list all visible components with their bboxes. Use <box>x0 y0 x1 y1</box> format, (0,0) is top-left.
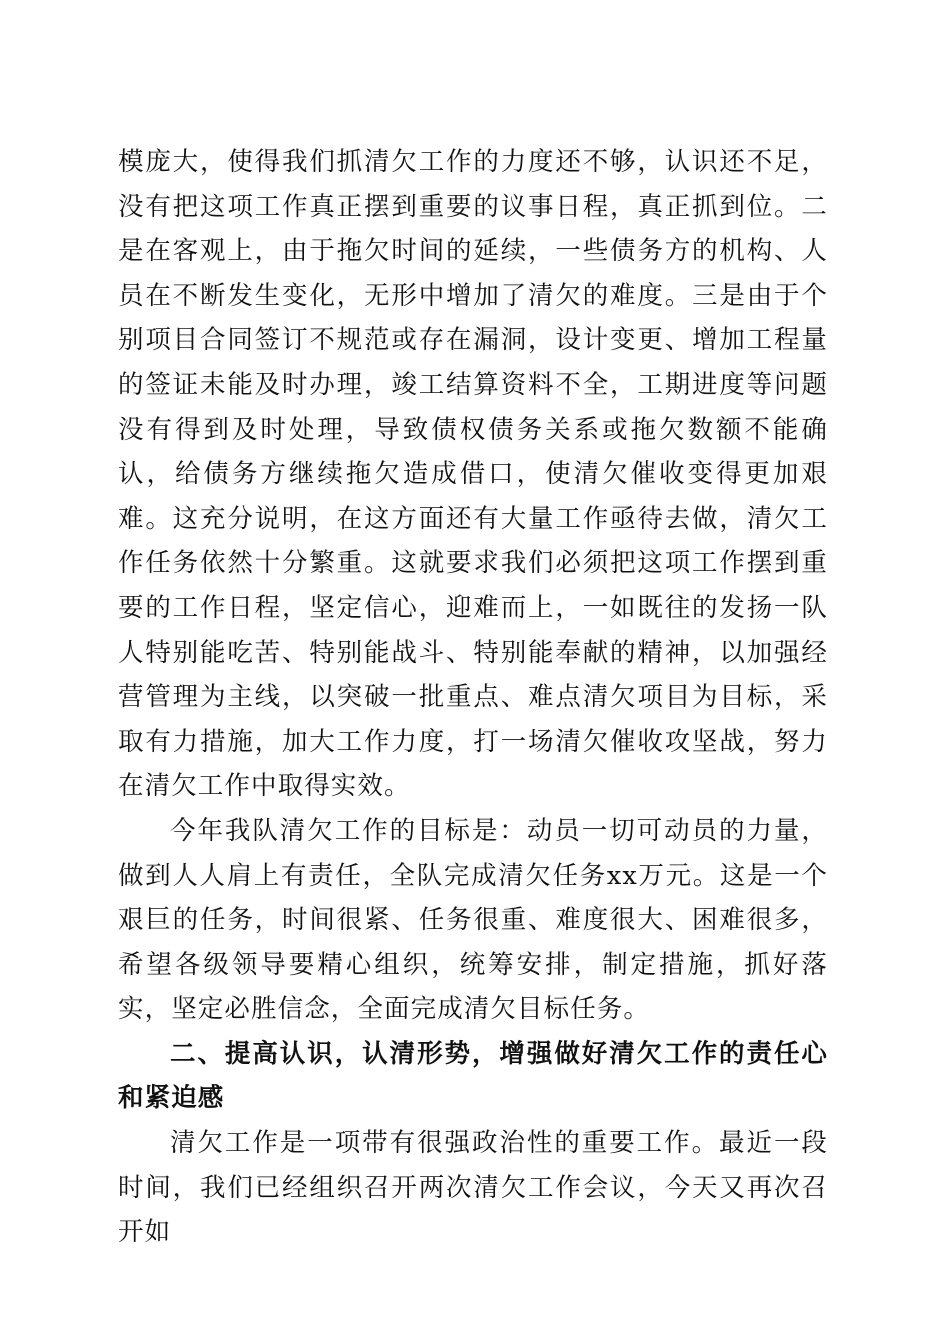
document-page <box>118 140 828 1255</box>
body-paragraph-section-start: 清欠工作是一项带有很强政治性的重要工作。最近一段时间，我们已经组织召开两次清欠工作会议，今天又再次召开如 <box>118 1128 828 1248</box>
body-paragraph-continued: 模庞大，使得我们抓清欠工作的力度还不够，认识还不足，没有把这项工作真正摆到重要的议事日程，真正抓到位。二是在客观上，由于拖欠时间的延续，一些债务方的机构、人员在不断发生变化，无形中增加了清欠的难度。三是由于个别项目合同签订不规范或存在漏洞，设计变更、增加工程量的签证未能及时办理，竣工结算资料不全，工期进度等问题没有得到及时处理，导致债权债务关系或拖欠数额不能确认，给债务方继续拖欠造成借口，使清欠催收变得更加艰难。这充分说明，在这方面还有大量工作亟待去做，清欠工作任务依然十分繁重。这就要求我们必须把这项工作摆到重要的工作日程，坚定信心，迎难而上，一如既往的发扬一队人特别能吃苦、特别能战斗、特别能奉献的精神，以加强经营管理为主线，以突破一批重点、难点清欠项目为目标，采取有力措施，加大工作力度，打一场清欠催收攻坚战，努力在清欠工作中取得实效。 <box>118 147 828 802</box>
section-heading: 二、提高认识，认清形势，增强做好清欠工作的责任心和紧迫感 <box>118 1038 828 1114</box>
body-paragraph-target: 今年我队清欠工作的目标是：动员一切可动员的力量，做到人人肩上有责任，全队完成清欠任务xx万元。这是一个艰巨的任务，时间很紧、任务很重、难度很大、困难很多，希望各级领导要精心组织，统筹安排，制定措施，抓好落实，坚定必胜信念，全面完成清欠目标任务。 <box>118 815 828 1025</box>
